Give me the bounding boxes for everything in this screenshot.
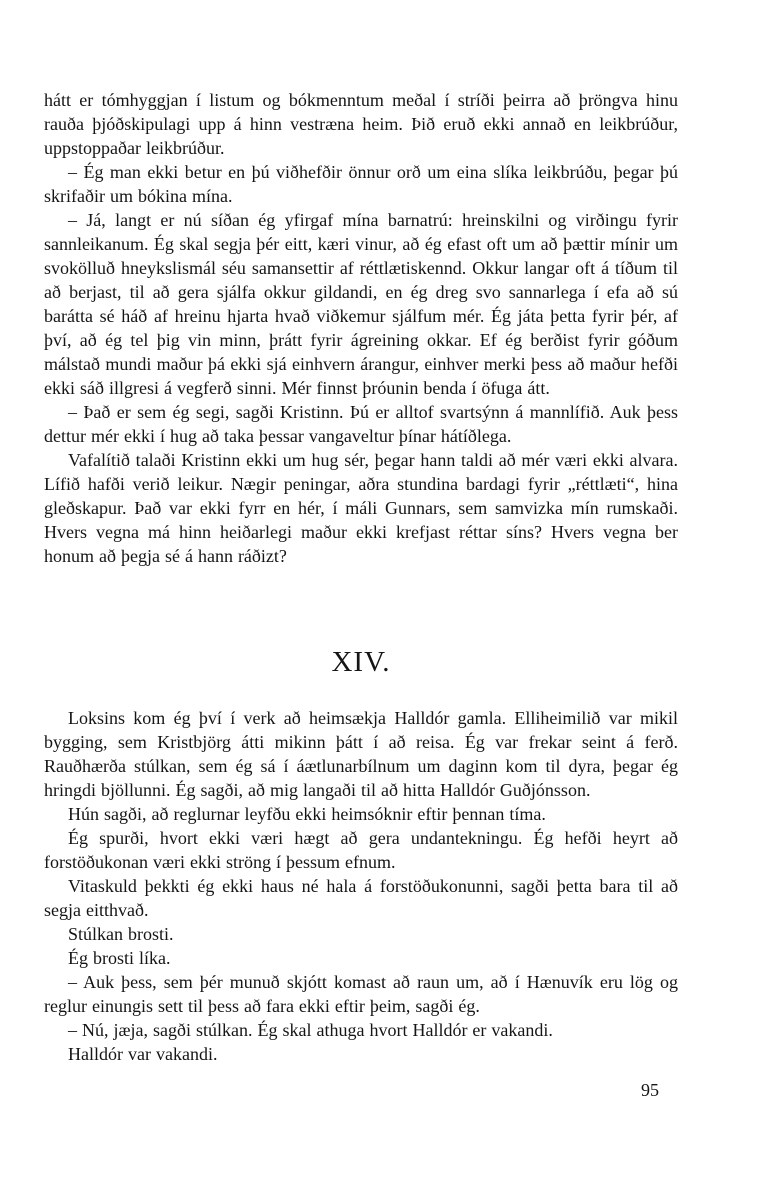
paragraph-dialogue: – Nú, jæja, sagði stúlkan. Ég skal athuga hvort Halldór er vakandi.: [68, 1020, 553, 1040]
paragraph: Vitaskuld þekkti ég ekki haus né hala á forstöðukonunni, sagði þetta bara til að segja eitthvað.: [44, 876, 678, 920]
paragraph-dialogue: – Ég man ekki betur en þú viðhefðir önnur orð um eina slíka leikbrúðu, þegar þú skrifaðir um bókina mína.: [44, 162, 678, 206]
paragraph: hátt er tómhyggjan í listum og bókmenntum meðal í stríði þeirra að þröngva hinu rauða þjóðskipulagi upp á hinn vestræna heim. Þið eruð ekki annað en leikbrúður, uppstoppaðar leikbrúður.: [44, 90, 678, 158]
chapter-heading: XIV.: [331, 646, 391, 678]
paragraph: Halldór var vakandi.: [68, 1044, 218, 1064]
paragraph-dialogue: – Það er sem ég segi, sagði Kristinn. Þú er alltof svartsýnn á mannlífið. Auk þess dettur mér ekki í hug að taka þessar vangaveltur þínar hátíðlega.: [44, 402, 678, 446]
paragraph-dialogue: – Já, langt er nú síðan ég yfirgaf mína barnatrú: hreinskilni og virðingu fyrir sannleikanum. Ég skal segja þér eitt, kæri vinur, að ég efast oft um að þættir mínir um svokölluð hneykslismál séu samansettir af réttlætiskennd. Okkur langar oft á tíðum til að berjast, til að gera sjálfa okkur gildandi, en ég dreg svo sannarlega í efa að sú barátta sé háð af hreinu hjarta hvað viðkemur sjálfum mér. Ég játa þetta fyrir þér, af því, að ég tel þig vin minn, þrátt fyrir ágreining okkar. Ef ég berðist fyrir góðum málstað mundi maður þá ekki sjá einhvern árangur, einhver merki þess að maður hefði ekki sáð illgresi á vegferð sinni. Mér finnst þróunin benda í öfuga átt.: [44, 210, 678, 398]
paragraph: Vafalítið talaði Kristinn ekki um hug sér, þegar hann taldi að mér væri ekki alvara. Lífið hafði verið leikur. Nægir peningar, aðra stundina bardagi fyrir „réttlæti“, hina gleðskapur. Það var ekki fyrr en hér, í máli Gunnars, sem samvizka mín rumskaði. Hvers vegna má hinn heiðarlegi maður ekki krefjast réttar síns? Hvers vegna ber honum að þegja sé á hann ráðizt?: [44, 450, 678, 566]
paragraph-dialogue: – Auk þess, sem þér munuð skjótt komast að raun um, að í Hænuvík eru lög og reglur einungis sett til þess að fara ekki eftir þeim, sagði ég.: [44, 972, 678, 1016]
page-number: 95: [641, 1080, 659, 1100]
paragraph: Ég brosti líka.: [68, 948, 171, 968]
paragraph: Hún sagði, að reglurnar leyfðu ekki heimsóknir eftir þennan tíma.: [68, 804, 546, 824]
paragraph: Loksins kom ég því í verk að heimsækja Halldór gamla. Elliheimilið var mikil bygging, sem Kristbjörg átti mikinn þátt í að reisa. Ég var frekar seint á ferð. Rauðhærða stúlkan, sem ég sá í áætlunarbílnum um daginn kom til dyra, þegar ég hringdi bjöllunni. Ég sagði, að mig langaði til að hitta Halldór Guðjónsson.: [44, 708, 678, 800]
paragraph: Stúlkan brosti.: [68, 924, 174, 944]
paragraph: Ég spurði, hvort ekki væri hægt að gera undantekningu. Ég hefði heyrt að forstöðukonan væri ekki ströng í þessum efnum.: [44, 828, 678, 872]
text-section-after-heading: [44, 706, 678, 1066]
text-section-before-heading: [44, 88, 678, 568]
